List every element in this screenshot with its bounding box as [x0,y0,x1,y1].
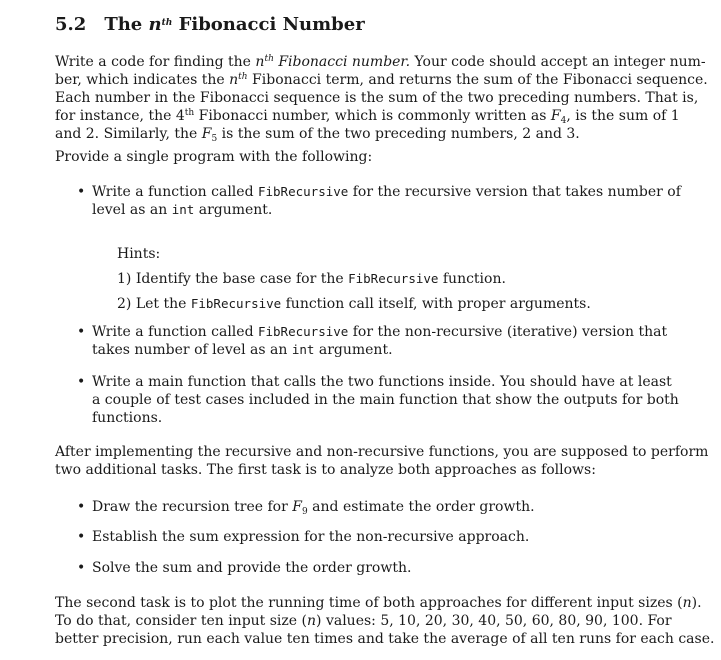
intro-line-4: for instance, the 4th Fibonacci number, which is commonly written as $F_4$, is the sum of 1 [55,108,680,126]
hint-2: 2) Let the FibRecursive function call itself, with proper arguments. [117,296,591,312]
bullet-icon: • [77,184,86,200]
provide-text: Provide a single program with the following: [55,149,373,165]
heading-text: The [104,14,149,35]
intro-line-2: ber, which indicates the $n^{th}$ Fibonacci term, and returns the sum of the Fibonacci sequence. [55,72,708,88]
section-heading [55,14,365,35]
heading-n: n [148,14,162,35]
hints-block [117,245,591,313]
intro-line-1: Write a code for finding the $n^{th}$ Fibonacci number. Your code should accept an integer num- [55,54,706,70]
intro-paragraph [55,53,708,144]
heading-th: th [161,18,173,28]
bullet-icon: • [77,560,86,576]
heading-text-end: Fibonacci Number [172,14,365,35]
bullet-icon: • [77,529,86,545]
bullet-icon: • [77,374,86,390]
bullet-icon: • [77,499,86,515]
intro-line-5: and 2. Similarly, the $F_5$ is the sum of the two preceding numbers, 2 and 3. [55,126,580,144]
section-number: 5.2 [55,14,87,35]
intro-line-3: Each number in the Fibonacci sequence is the sum of the two preceding numbers. That is, [55,90,699,106]
bullet-icon: • [77,324,86,340]
second-task-paragraph: The second task is to plot the running time of both approaches for different input sizes (n). To do that, consider ten input size (n) values: 5, 10, 20, 30, 40, 50, 60, 80, 90, 100. For better precision, run each value ten times and take the average of all ten runs for each case. [55,595,715,647]
after-paragraph: After implementing the recursive and non-recursive functions, you are supposed to perform two additional tasks. The first task is to analyze both approaches as follows: [55,444,709,478]
hints-title: Hints: [117,246,161,262]
hint-1: 1) Identify the base case for the FibRecursive function. [117,271,506,287]
